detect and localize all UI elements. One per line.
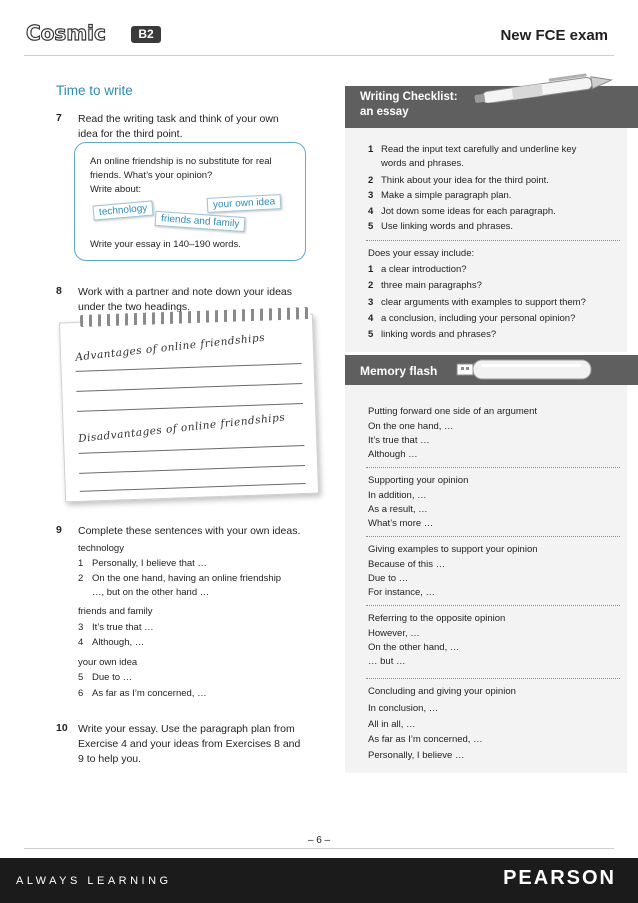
step-text: Make a simple paragraph plan.: [381, 190, 512, 201]
phrase-group-heading: Putting forward one side of an argument: [368, 406, 537, 417]
cosmic-logo: Cosmic: [26, 21, 106, 45]
exercise-8-number: 8: [56, 285, 62, 297]
sentence-number: 6: [78, 688, 84, 699]
sentence-prompt: It’s true that …: [92, 622, 154, 633]
exercise-8-text: Work with a partner and note down your ideas under the two headings.: [78, 286, 293, 313]
item-number: 3: [368, 297, 374, 308]
sentence-number: 1: [78, 558, 84, 569]
exercise-7-text: Read the writing task and think of your own idea for the third point.: [78, 113, 279, 140]
phrase-list: In addition, … As a result, … What’s more …: [368, 490, 434, 529]
exercise-9-number: 9: [56, 524, 62, 536]
sentence-prompt: Personally, I believe that …: [92, 558, 207, 569]
phrase-list: In conclusion, … All in all, … As far as I’m concerned, … Personally, I believe …: [368, 703, 483, 761]
exercise-9-text: Complete these sentences with your own ideas.: [78, 525, 301, 537]
write-line[interactable]: [78, 445, 304, 454]
usb-drive-icon: [455, 355, 595, 383]
sentence-prompt: Although, …: [92, 637, 145, 648]
step-number: 1: [368, 144, 374, 155]
group-your-own-idea: your own idea: [78, 657, 138, 668]
divider: [366, 605, 620, 606]
step-number: 3: [368, 190, 374, 201]
page-number: – 6 –: [307, 835, 331, 846]
item-text: a conclusion, including your personal opinion?: [381, 313, 576, 324]
item-text: linking words and phrases?: [381, 329, 497, 340]
item-number: 4: [368, 313, 374, 324]
step-text: Read the input text carefully and underline key words and phrases.: [381, 144, 577, 169]
step-text: Jot down some ideas for each paragraph.: [381, 206, 556, 217]
writing-task-box: [74, 142, 306, 261]
header-title: New FCE exam: [500, 27, 608, 44]
tag-technology: technology: [92, 200, 153, 220]
advantages-heading: Advantages of online friendships: [74, 331, 266, 364]
item-number: 5: [368, 329, 374, 340]
phrase-group-heading: Concluding and giving your opinion: [368, 686, 516, 697]
item-text: a clear introduction?: [381, 264, 467, 275]
write-line[interactable]: [80, 483, 306, 492]
step-number: 5: [368, 221, 374, 232]
sentence-prompt: Due to …: [92, 672, 133, 683]
task-word-limit: Write your essay in 140–190 words.: [90, 239, 241, 250]
step-number: 2: [368, 175, 374, 186]
step-text: Use linking words and phrases.: [381, 221, 514, 232]
divider: [366, 536, 620, 537]
notepad: [59, 314, 319, 503]
checklist-title: Writing Checklist: an essay: [360, 91, 458, 118]
divider: [366, 467, 620, 468]
level-badge: B2: [131, 26, 161, 43]
phrase-list: On the one hand, … It’s true that … Although …: [368, 421, 454, 460]
phrase-group-heading: Giving examples to support your opinion: [368, 544, 538, 555]
phrase-list: Because of this … Due to … For instance, …: [368, 559, 446, 598]
checklist-question: Does your essay include:: [368, 248, 475, 259]
item-text: three main paragraphs?: [381, 280, 482, 291]
pen-icon: [472, 73, 622, 103]
group-friends-and-family: friends and family: [78, 606, 153, 617]
section-title: Time to write: [56, 83, 133, 98]
divider: [366, 678, 620, 679]
sentence-prompt: As far as I’m concerned, …: [92, 688, 207, 699]
exercise-10-number: 10: [56, 722, 68, 734]
disadvantages-heading: Disadvantages of online friendships: [77, 411, 286, 446]
step-number: 4: [368, 206, 374, 217]
phrase-list: However, … On the other hand, … … but …: [368, 628, 460, 667]
divider: [366, 240, 620, 241]
write-line[interactable]: [79, 465, 305, 474]
header-divider: [24, 55, 614, 56]
sentence-number: 3: [78, 622, 84, 633]
item-number: 2: [368, 280, 374, 291]
exercise-7-number: 7: [56, 112, 62, 124]
item-text: clear arguments with examples to support them?: [381, 297, 586, 308]
sentence-number: 2: [78, 573, 84, 584]
item-number: 1: [368, 264, 374, 275]
sentence-number: 5: [78, 672, 84, 683]
tag-friends-and-family: friends and family: [155, 211, 246, 232]
exercise-10-text: Write your essay. Use the paragraph plan from Exercise 4 and your ideas from Exercises 8 and 9 to help you.: [78, 723, 301, 765]
footer-tagline: ALWAYS LEARNING: [16, 875, 172, 887]
write-line[interactable]: [76, 363, 302, 372]
tag-your-own-idea: your own idea: [207, 194, 282, 213]
task-text: An online friendship is no substitute for real friends. What’s your opinion? Write about:: [90, 156, 272, 195]
step-text: Think about your idea for the third point.: [381, 175, 549, 186]
write-line[interactable]: [77, 403, 303, 412]
group-technology: technology: [78, 543, 124, 554]
footer-divider: [24, 848, 614, 849]
memory-flash-title: Memory flash: [360, 364, 438, 378]
phrase-group-heading: Supporting your opinion: [368, 475, 469, 486]
sentence-number: 4: [78, 637, 84, 648]
sentence-prompt: On the one hand, having an online friendship …, but on the other hand …: [92, 573, 282, 598]
pearson-logo: PEARSON: [503, 867, 616, 889]
write-line[interactable]: [76, 383, 302, 392]
phrase-group-heading: Referring to the opposite opinion: [368, 613, 506, 624]
